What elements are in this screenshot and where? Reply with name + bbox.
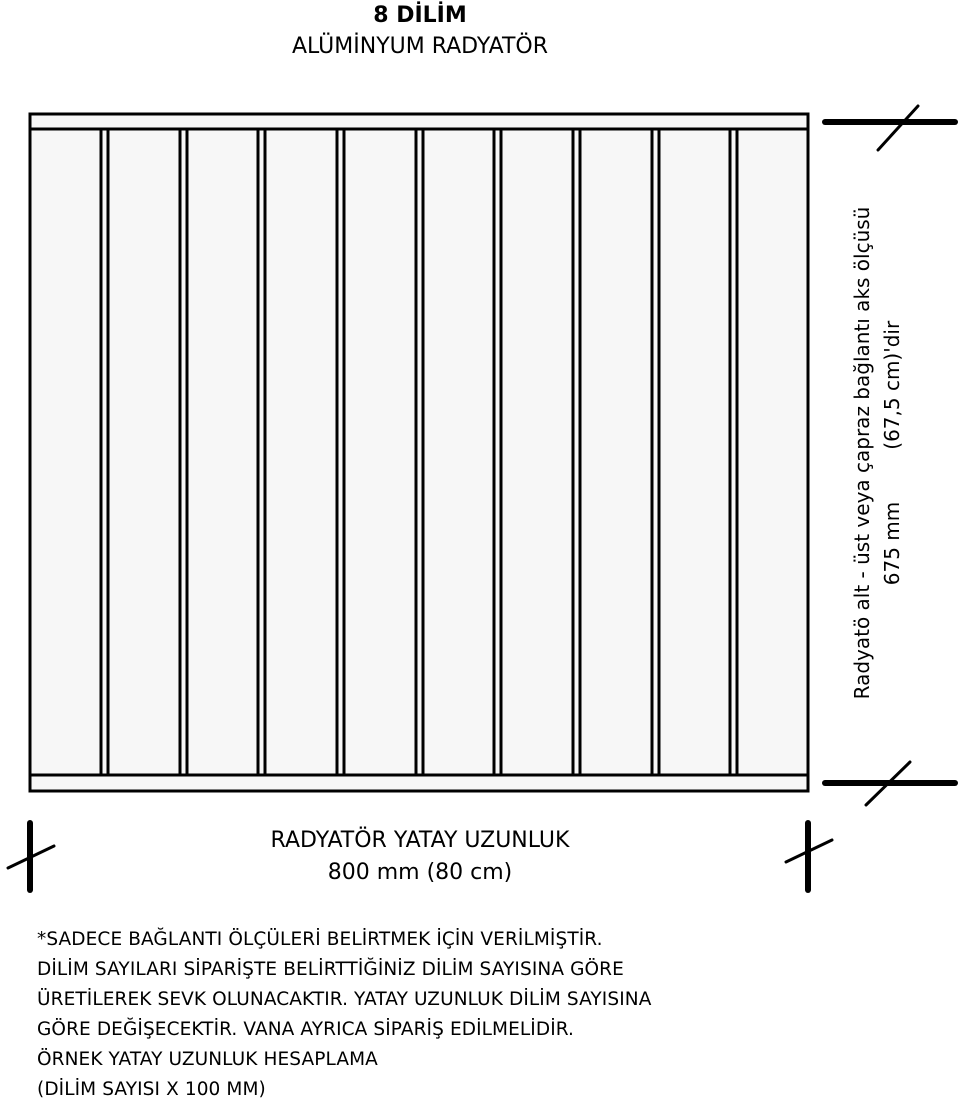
vertical-dimension-bottom-mark [825, 762, 955, 805]
note-line: *SADECE BAĞLANTI ÖLÇÜLERİ BELİRTMEK İÇİN VERİLMİŞTİR. [37, 929, 603, 950]
drawing-title: 8 DİLİM [373, 3, 467, 28]
vertical-dimension-label [847, 173, 907, 733]
horizontal-dimension-title: RADYATÖR YATAY UZUNLUK [270, 828, 570, 853]
horizontal-dimension-value: 800 mm (80 cm) [327, 860, 513, 885]
notes-block [37, 925, 937, 1105]
vertical-dimension-description: Radyatö alt - üst veya çapraz bağlantı aks ölçüsü [850, 206, 874, 700]
horizontal-dimension-label [180, 825, 660, 889]
vertical-dimension-top-mark [825, 106, 955, 150]
drawing-subtitle: ALÜMİNYUM RADYATÖR [291, 34, 549, 59]
note-line: GÖRE DEĞİŞECEKTİR. VANA AYRICA SİPARİŞ EDİLMELİDİR. [37, 1019, 575, 1040]
note-line: ÜRETİLEREK SEVK OLUNACAKTIR. YATAY UZUNLUK DİLİM SAYISINA [37, 989, 652, 1010]
vertical-dimension-value-mm: 675 mm [880, 501, 904, 586]
radiator-outline [30, 114, 808, 791]
note-line: ÖRNEK YATAY UZUNLUK HESAPLAMA [37, 1049, 378, 1070]
note-line: (DİLİM SAYISI X 100 MM) [37, 1079, 266, 1100]
horizontal-dimension-right-mark [786, 823, 832, 890]
horizontal-dimension-left-mark [8, 823, 54, 890]
note-line: DİLİM SAYILARI SİPARİŞTE BELİRTTİĞİNİZ DİLİM SAYISINA GÖRE [37, 959, 624, 980]
vertical-dimension-value-cm: (67,5 cm)'dir [880, 320, 904, 450]
